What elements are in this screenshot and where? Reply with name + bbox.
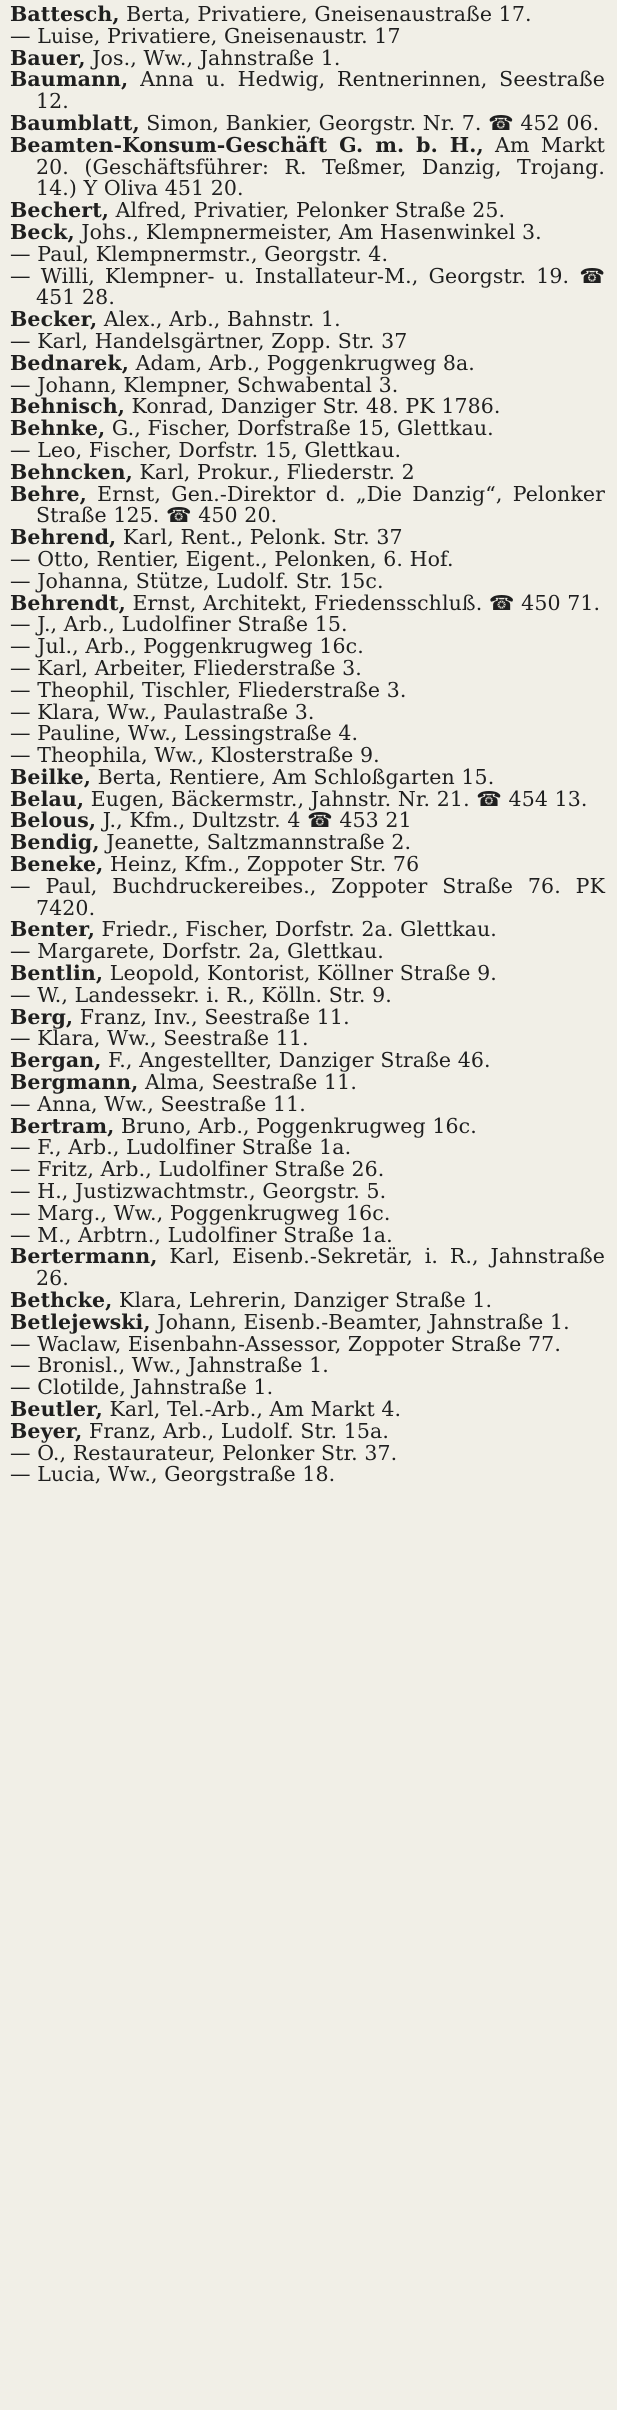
directory-entry (10, 23, 605, 48)
entry-details: Friedr., Fischer, Dorfstr. 2a. Glettkau. (94, 917, 497, 942)
entry-surname: Behrendt, (10, 590, 126, 615)
directory-entry (10, 982, 605, 1007)
entry-surname: Belau, (10, 786, 85, 811)
directory-entry (10, 418, 605, 440)
entry-details: — Karl, Handelsgärtner, Zopp. Str. 37 (10, 328, 408, 353)
entry-details: Karl, Prokur., Fliederstr. 2 (132, 459, 415, 484)
directory-entry (10, 69, 605, 113)
entry-details: Alma, Seestraße 11. (138, 1070, 357, 1095)
directory-entry (10, 459, 605, 484)
entry-details: Franz, Arb., Ludolf. Str. 15a. (82, 1418, 389, 1443)
entry-details: Leopold, Kontorist, Köllner Straße 9. (103, 961, 497, 986)
directory-entry (10, 941, 605, 963)
directory-entry (10, 636, 605, 658)
entry-surname: Beilke, (10, 764, 92, 789)
entry-surname: Betlejewski, (10, 1309, 151, 1334)
entry-details: — W., Landessekr. i. R., Kölln. Str. 9. (10, 982, 392, 1007)
directory-entry (10, 1246, 605, 1290)
entry-details: Alex., Arb., Bahnstr. 1. (97, 307, 341, 332)
directory-entry (10, 745, 605, 767)
directory-entry (10, 919, 605, 941)
entry-surname: Behre, (10, 481, 87, 506)
entry-details: — Waclaw, Eisenbahn-Assessor, Zoppoter Straße 77. (10, 1331, 561, 1356)
directory-entry (10, 200, 605, 222)
entry-details: — Marg., Ww., Poggenkrugweg 16c. (10, 1200, 391, 1225)
directory-entry (10, 396, 605, 418)
entry-details: — O., Restaurateur, Pelonker Str. 37. (10, 1440, 398, 1465)
directory-entry (10, 45, 605, 70)
directory-entry (10, 723, 605, 745)
entry-details: Johann, Eisenb.-Beamter, Jahnstraße 1. (150, 1309, 570, 1334)
entry-details: Ernst, Architekt, Friedensschluß. ☎ 450 71. (125, 590, 601, 615)
entry-details: — J., Arb., Ludolfiner Straße 15. (10, 612, 348, 637)
directory-entry (10, 263, 605, 310)
directory-entry (10, 873, 605, 920)
entry-surname: Benter, (10, 917, 95, 942)
entry-details: — Paul, Buchdruckereibes., Zoppoter Straße 76. PK 7420. (10, 873, 605, 920)
directory-entry (10, 132, 605, 201)
entry-surname: Bentlin, (10, 961, 104, 986)
directory-entry (10, 1072, 605, 1094)
entry-details: — Johann, Klempner, Schwabental 3. (10, 372, 399, 397)
directory-entry (10, 350, 605, 375)
entry-details: Franz, Inv., Seestraße 11. (73, 1004, 350, 1029)
entry-details: Eugen, Bäckermstr., Jahnstr. Nr. 21. ☎ 454 13. (84, 786, 588, 811)
entry-details: — Otto, Rentier, Eigent., Pelonken, 6. Hof. (10, 546, 454, 571)
directory-entry (10, 372, 605, 397)
entry-details: Ernst, Gen.-Direktor d. „Die Danzig“, Pelonker Straße 125. ☎ 450 20. (36, 481, 605, 528)
entry-details: — Paul, Klempnermstr., Georgstr. 4. (10, 241, 389, 266)
entry-details: Berta, Privatiere, Gneisenaustraße 17. (119, 2, 532, 26)
entry-surname: Bechert, (10, 198, 110, 223)
directory-entry (10, 110, 605, 135)
entry-surname: Bergan, (10, 1048, 102, 1073)
entry-details: F., Angestellter, Danziger Straße 46. (101, 1048, 491, 1073)
entry-details: — Jul., Arb., Poggenkrugweg 16c. (10, 634, 364, 659)
entry-surname: Bendig, (10, 830, 100, 855)
directory-entry (10, 1355, 605, 1377)
entry-surname: Bertram, (10, 1113, 115, 1138)
entry-details: Am Markt 20. (Geschäftsführer: R. Teßmer, Danzig, Trojang. 14.) Y Oliva 451 20. (36, 132, 605, 201)
entry-surname: Baumann, (10, 67, 129, 92)
entry-details: Anna u. Hedwig, Rentnerinnen, Seestraße 12. (36, 67, 605, 114)
entry-surname: Bauer, (10, 45, 86, 70)
directory-entry (10, 241, 605, 266)
entry-details: — Theophil, Tischler, Fliederstraße 3. (10, 677, 407, 702)
directory-entry (10, 1440, 605, 1465)
entry-surname: Bethcke, (10, 1288, 113, 1313)
directory-entry (10, 309, 605, 331)
entry-surname: Beamten-Konsum-Geschäft G. m. b. H., (10, 132, 484, 157)
directory-entry (10, 4, 605, 26)
directory-entry (10, 1331, 605, 1356)
entry-details: — Bronisl., Ww., Jahnstraße 1. (10, 1353, 329, 1378)
entry-surname: Beneke, (10, 852, 104, 877)
entry-details: — Lucia, Ww., Georgstraße 18. (10, 1462, 336, 1487)
entry-surname: Becker, (10, 307, 98, 332)
directory-entry (10, 677, 605, 702)
directory-entry (10, 590, 605, 615)
directory-entry (10, 1222, 605, 1247)
directory-entry (10, 527, 605, 549)
entry-surname: Bednarek, (10, 350, 129, 375)
directory-entry (10, 219, 605, 244)
entry-details: — Fritz, Arb., Ludolfiner Straße 26. (10, 1157, 385, 1182)
directory-entry (10, 546, 605, 571)
directory-entry (10, 854, 605, 876)
directory-entry (10, 1113, 605, 1138)
entry-details: — F., Arb., Ludolfiner Straße 1a. (10, 1135, 352, 1160)
directory-entry (10, 437, 605, 462)
entry-details: Karl, Tel.-Arb., Am Markt 4. (102, 1397, 402, 1421)
directory-entry (10, 614, 605, 636)
entry-surname: Beck, (10, 219, 75, 244)
entry-details: J., Kfm., Dultzstr. 4 ☎ 453 21 (96, 808, 412, 833)
entry-details: — Clotilde, Jahnstraße 1. (10, 1375, 274, 1400)
entry-details: — Pauline, Ww., Lessingstraße 4. (10, 721, 359, 746)
entry-details: — M., Arbtrn., Ludolfiner Straße 1a. (10, 1222, 393, 1247)
directory-entry (10, 764, 605, 789)
directory-entry (10, 481, 605, 528)
entry-details: Klara, Lehrerin, Danziger Straße 1. (112, 1288, 493, 1313)
directory-entry (10, 1050, 605, 1072)
entry-details: — Klara, Ww., Seestraße 11. (10, 1026, 309, 1051)
entry-details: G., Fischer, Dorfstraße 15, Glettkau. (105, 416, 494, 441)
entry-details: — Margarete, Dorfstr. 2a, Glettkau. (10, 939, 384, 964)
directory-entry (10, 1159, 605, 1181)
entry-surname: Berg, (10, 1004, 74, 1029)
directory-entry (10, 1309, 605, 1334)
entry-details: — Karl, Arbeiter, Fliederstraße 3. (10, 655, 362, 680)
entry-surname: Bertermann, (10, 1244, 158, 1269)
entry-details: Adam, Arb., Poggenkrugweg 8a. (128, 350, 475, 375)
directory-entry (10, 1091, 605, 1116)
entry-details: Jos., Ww., Jahnstraße 1. (85, 45, 341, 70)
entry-details: Simon, Bankier, Georgstr. Nr. 7. ☎ 452 06. (139, 110, 600, 135)
entry-details: Berta, Rentiere, Am Schloßgarten 15. (91, 764, 495, 789)
directory-entry (10, 699, 605, 724)
entry-surname: Baumblatt, (10, 110, 140, 135)
entry-details: — Luise, Privatiere, Gneisenaustr. 17 (10, 23, 401, 48)
directory-entry (10, 1004, 605, 1029)
entry-surname: Behnisch, (10, 394, 125, 419)
directory-entry (10, 1464, 605, 1486)
entry-surname: Behnke, (10, 416, 106, 441)
directory-entry (10, 1137, 605, 1159)
directory-entry (10, 568, 605, 593)
entry-details: — Willi, Klempner- u. Installateur-M., Georgstr. 19. ☎ 451 28. (10, 263, 605, 310)
entry-details: — Anna, Ww., Seestraße 11. (10, 1091, 306, 1116)
entry-surname: Beutler, (10, 1397, 103, 1421)
directory-entry (10, 328, 605, 353)
directory-entry (10, 832, 605, 854)
directory-entry (10, 1028, 605, 1050)
directory-entry (10, 810, 605, 832)
entry-details: Heinz, Kfm., Zoppoter Str. 76 (103, 852, 420, 877)
directory-entry (10, 655, 605, 680)
entry-details: Johs., Klempnermeister, Am Hasenwinkel 3. (74, 219, 542, 244)
directory-entry (10, 1399, 605, 1421)
entry-details: Alfred, Privatier, Pelonker Straße 25. (109, 198, 506, 223)
entry-details: — H., Justizwachtmstr., Georgstr. 5. (10, 1179, 387, 1204)
entry-surname: Belous, (10, 808, 97, 833)
entry-details: Konrad, Danziger Str. 48. PK 1786. (124, 394, 501, 419)
directory-entry (10, 786, 605, 811)
entry-details: — Johanna, Stütze, Ludolf. Str. 15c. (10, 568, 384, 593)
directory-entry (10, 1418, 605, 1443)
entry-surname: Bergmann, (10, 1070, 139, 1095)
entry-surname: Beyer, (10, 1418, 83, 1443)
entry-details: Bruno, Arb., Poggenkrugweg 16c. (114, 1113, 477, 1138)
entry-details: Karl, Rent., Pelonk. Str. 37 (116, 525, 403, 550)
entry-details: Karl, Eisenb.-Sekretär, i. R., Jahnstraße 26. (36, 1244, 605, 1291)
directory-entry (10, 1181, 605, 1203)
entry-surname: Behrend, (10, 525, 117, 550)
directory-entry (10, 1290, 605, 1312)
directory-entry-list (10, 4, 605, 1486)
directory-entry (10, 1377, 605, 1399)
entry-details: — Klara, Ww., Paulastraße 3. (10, 699, 315, 724)
entry-surname: Battesch, (10, 2, 120, 26)
entry-details: Jeanette, Saltzmannstraße 2. (99, 830, 412, 855)
directory-entry (10, 963, 605, 985)
entry-surname: Behncken, (10, 459, 133, 484)
directory-entry (10, 1200, 605, 1225)
entry-details: — Leo, Fischer, Dorfstr. 15, Glettkau. (10, 437, 402, 462)
entry-details: — Theophila, Ww., Klosterstraße 9. (10, 743, 380, 768)
